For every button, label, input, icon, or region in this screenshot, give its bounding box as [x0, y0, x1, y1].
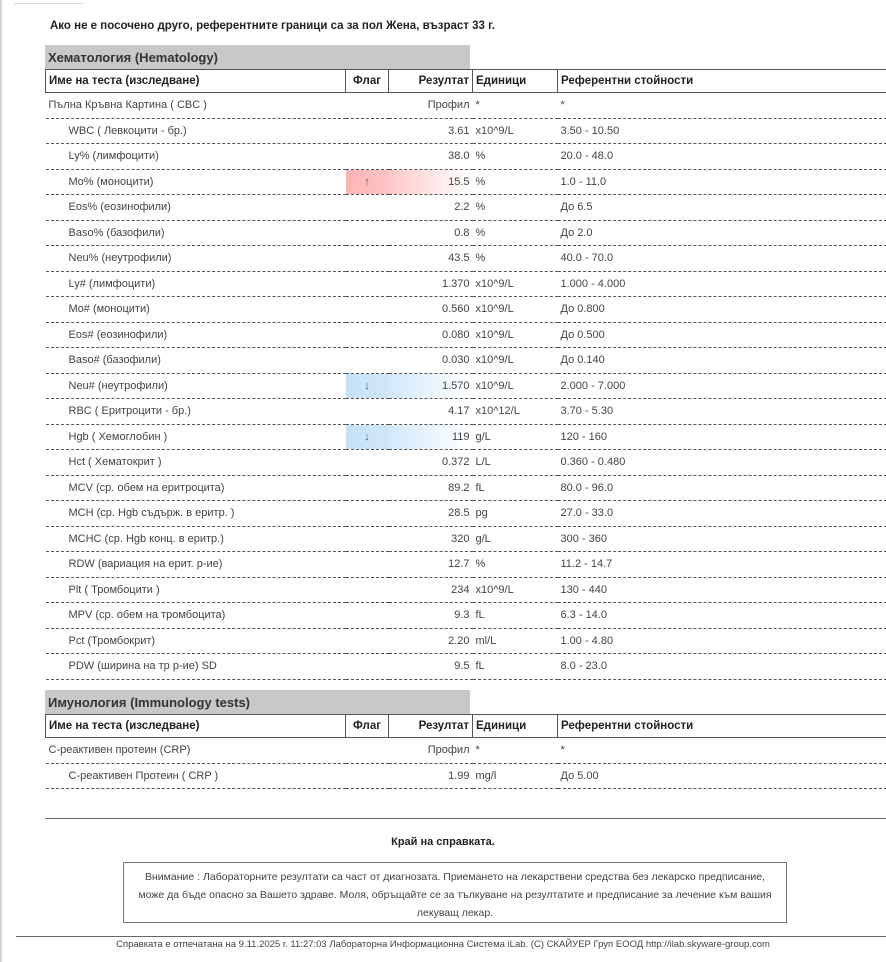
- result-value: 89.2: [389, 475, 473, 501]
- result-value: Профил: [389, 738, 473, 764]
- table-row: [46, 220, 886, 246]
- flag-cell: [346, 271, 389, 297]
- warning-notice: Внимание : Лабораторните резултати са част от диагнозата. Приемането на лекарствени средства без лекарско предписание, може да бъде опасно за Вашето здраве. Моля, обръщайте се за тълкуване на резултатите и предписание за лечение към вашия лекуващ лекар.: [123, 862, 787, 923]
- table-header-row: [46, 715, 886, 738]
- end-divider: [45, 818, 886, 819]
- units-value: x10^9/L: [473, 373, 558, 399]
- page-left-border: [0, 0, 2, 962]
- units-value: fL: [473, 475, 558, 501]
- result-value: 1.99: [389, 763, 473, 789]
- table-row: [46, 552, 886, 578]
- table-row: [46, 169, 886, 195]
- table-row: [46, 144, 886, 170]
- table-row: [46, 348, 886, 374]
- column-header-reference: Референтни стойности: [558, 715, 886, 738]
- results-table-hematology: [45, 69, 886, 680]
- section-title: Имунология (Immunology tests): [45, 690, 470, 714]
- test-name: Baso% (базофили): [46, 220, 346, 246]
- units-value: %: [473, 144, 558, 170]
- section-hematology: [45, 45, 886, 680]
- column-header-flag: Флаг: [346, 70, 389, 93]
- table-row: [46, 450, 886, 476]
- test-name: Neu# (неутрофили): [46, 373, 346, 399]
- result-value: 15.5: [389, 169, 473, 195]
- reference-range: 3.50 - 10.50: [558, 118, 886, 144]
- table-row: [46, 246, 886, 272]
- units-value: %: [473, 552, 558, 578]
- table-row: [46, 577, 886, 603]
- result-value: 0.372: [389, 450, 473, 476]
- reference-range: 300 - 360: [558, 526, 886, 552]
- column-header-result: Резултат: [389, 715, 473, 738]
- test-name: Plt ( Тромбоцити ): [46, 577, 346, 603]
- column-header-flag: Флаг: [346, 715, 389, 738]
- test-name: MPV (ср. обем на тромбоцита): [46, 603, 346, 629]
- test-name: WBC ( Левкоцити - бр.): [46, 118, 346, 144]
- flag-cell: [346, 246, 389, 272]
- table-row: [46, 475, 886, 501]
- table-row: [46, 118, 886, 144]
- print-footer: Справката е отпечатана на 9.11.2025 г. 11:27:03 Лабораторна Информационна Система iLab. (C) СКАЙУЕР Груп ЕООД http://ilab.skyware-group.com: [116, 939, 770, 950]
- column-header-units: Единици: [473, 70, 558, 93]
- test-name: Ly% (лимфоцити): [46, 144, 346, 170]
- flag-cell: [346, 603, 389, 629]
- table-row: [46, 603, 886, 629]
- units-value: *: [473, 93, 558, 119]
- reference-range: 27.0 - 33.0: [558, 501, 886, 527]
- column-header-name: Име на теста (изследване): [46, 70, 346, 93]
- test-name: RDW (вариация на ерит. р-ие): [46, 552, 346, 578]
- reference-range: До 6.5: [558, 195, 886, 221]
- flag-cell: [346, 475, 389, 501]
- reference-range: До 5.00: [558, 763, 886, 789]
- test-name: Hct ( Хематокрит ): [46, 450, 346, 476]
- flag-cell: [346, 526, 389, 552]
- test-name: Pct (Тромбокрит): [46, 628, 346, 654]
- units-value: %: [473, 246, 558, 272]
- units-value: g/L: [473, 526, 558, 552]
- reference-range: 20.0 - 48.0: [558, 144, 886, 170]
- units-value: x10^9/L: [473, 577, 558, 603]
- flag-cell: [346, 501, 389, 527]
- page-top-fragment: [14, 0, 84, 4]
- section-immunology: [45, 690, 886, 789]
- reference-range: До 0.800: [558, 297, 886, 323]
- reference-range: 3.70 - 5.30: [558, 399, 886, 425]
- flag-low-arrow-icon: ↓: [346, 424, 389, 450]
- results-table-immunology: [45, 714, 886, 789]
- result-value: 234: [389, 577, 473, 603]
- result-value: 3.61: [389, 118, 473, 144]
- test-name: Mo% (моноцити): [46, 169, 346, 195]
- flag-cell: [346, 738, 389, 764]
- flag-cell: [346, 628, 389, 654]
- units-value: %: [473, 220, 558, 246]
- reference-range: 1.00 - 4.80: [558, 628, 886, 654]
- table-row: [46, 271, 886, 297]
- flag-cell: [346, 399, 389, 425]
- reference-range: 120 - 160: [558, 424, 886, 450]
- flag-cell: [346, 322, 389, 348]
- flag-cell: [346, 93, 389, 119]
- reference-note: Ако не е посочено друго, референтните граници са за пол Жена, възраст 33 г.: [50, 20, 495, 32]
- result-value: 4.17: [389, 399, 473, 425]
- test-name: MCV (ср. обем на еритроцита): [46, 475, 346, 501]
- units-value: mg/l: [473, 763, 558, 789]
- units-value: x10^9/L: [473, 348, 558, 374]
- table-row: [46, 654, 886, 680]
- units-value: x10^9/L: [473, 271, 558, 297]
- result-value: 9.5: [389, 654, 473, 680]
- column-header-result: Резултат: [389, 70, 473, 93]
- test-name: RBC ( Еритроцити - бр.): [46, 399, 346, 425]
- reference-range: 8.0 - 23.0: [558, 654, 886, 680]
- test-name: Eos% (еозинофили): [46, 195, 346, 221]
- result-value: 0.030: [389, 348, 473, 374]
- test-name: Baso# (базофили): [46, 348, 346, 374]
- result-value: 1.370: [389, 271, 473, 297]
- test-name: Пълна Кръвна Картина ( CBC ): [46, 93, 346, 119]
- units-value: ml/L: [473, 628, 558, 654]
- units-value: pg: [473, 501, 558, 527]
- column-header-name: Име на теста (изследване): [46, 715, 346, 738]
- reference-range: 80.0 - 96.0: [558, 475, 886, 501]
- result-value: Профил: [389, 93, 473, 119]
- units-value: *: [473, 738, 558, 764]
- table-row: [46, 297, 886, 323]
- result-value: 43.5: [389, 246, 473, 272]
- column-header-reference: Референтни стойности: [558, 70, 886, 93]
- flag-cell: [346, 450, 389, 476]
- reference-range: 130 - 440: [558, 577, 886, 603]
- units-value: x10^9/L: [473, 322, 558, 348]
- result-value: 28.5: [389, 501, 473, 527]
- test-name: С-реактивен протеин (CRP): [46, 738, 346, 764]
- test-name: С-реактивен Протеин ( CRP ): [46, 763, 346, 789]
- table-row: [46, 526, 886, 552]
- test-name: MCH (ср. Hgb съдърж. в еритр. ): [46, 501, 346, 527]
- result-value: 2.20: [389, 628, 473, 654]
- test-name: Ly# (лимфоцити): [46, 271, 346, 297]
- flag-cell: [346, 654, 389, 680]
- flag-cell: [346, 118, 389, 144]
- flag-cell: [346, 763, 389, 789]
- reference-range: *: [558, 93, 886, 119]
- result-value: 119: [389, 424, 473, 450]
- reference-range: 6.3 - 14.0: [558, 603, 886, 629]
- table-row: [46, 628, 886, 654]
- test-name: Hgb ( Хемоглобин ): [46, 424, 346, 450]
- flag-low-arrow-icon: ↓: [346, 373, 389, 399]
- reference-range: *: [558, 738, 886, 764]
- units-value: %: [473, 169, 558, 195]
- result-value: 12.7: [389, 552, 473, 578]
- flag-cell: [346, 348, 389, 374]
- table-header-row: [46, 70, 886, 93]
- result-value: 2.2: [389, 195, 473, 221]
- table-row: [46, 322, 886, 348]
- units-value: L/L: [473, 450, 558, 476]
- table-row: [46, 738, 886, 764]
- reference-range: До 0.500: [558, 322, 886, 348]
- flag-cell: [346, 220, 389, 246]
- table-row: [46, 195, 886, 221]
- test-name: Eos# (еозинофили): [46, 322, 346, 348]
- reference-range: 1.000 - 4.000: [558, 271, 886, 297]
- flag-cell: [346, 577, 389, 603]
- table-row: [46, 763, 886, 789]
- section-title: Хематология (Hematology): [45, 45, 470, 69]
- result-value: 38.0: [389, 144, 473, 170]
- test-name: MCHC (ср. Hgb конц. в еритр.): [46, 526, 346, 552]
- flag-high-arrow-icon: ↑: [346, 169, 389, 195]
- reference-range: 0.360 - 0.480: [558, 450, 886, 476]
- table-row: [46, 93, 886, 119]
- table-row: [46, 373, 886, 399]
- reference-range: До 0.140: [558, 348, 886, 374]
- result-value: 0.080: [389, 322, 473, 348]
- units-value: fL: [473, 603, 558, 629]
- result-value: 1.570: [389, 373, 473, 399]
- flag-cell: [346, 552, 389, 578]
- flag-cell: [346, 144, 389, 170]
- reference-range: До 2.0: [558, 220, 886, 246]
- result-value: 0.560: [389, 297, 473, 323]
- end-of-report-label: Край на справката.: [391, 836, 495, 848]
- test-name: Mo# (моноцити): [46, 297, 346, 323]
- test-name: Neu% (неутрофили): [46, 246, 346, 272]
- reference-range: 11.2 - 14.7: [558, 552, 886, 578]
- test-name: PDW (ширина на тр р-ие) SD: [46, 654, 346, 680]
- table-row: [46, 424, 886, 450]
- reference-range: 1.0 - 11.0: [558, 169, 886, 195]
- reference-range: 2.000 - 7.000: [558, 373, 886, 399]
- table-row: [46, 501, 886, 527]
- footer-divider: [16, 936, 886, 937]
- units-value: g/L: [473, 424, 558, 450]
- units-value: %: [473, 195, 558, 221]
- units-value: x10^9/L: [473, 118, 558, 144]
- flag-cell: [346, 195, 389, 221]
- units-value: fL: [473, 654, 558, 680]
- reference-range: 40.0 - 70.0: [558, 246, 886, 272]
- column-header-units: Единици: [473, 715, 558, 738]
- units-value: x10^9/L: [473, 297, 558, 323]
- result-value: 320: [389, 526, 473, 552]
- units-value: x10^12/L: [473, 399, 558, 425]
- result-value: 9.3: [389, 603, 473, 629]
- flag-cell: [346, 297, 389, 323]
- result-value: 0.8: [389, 220, 473, 246]
- table-row: [46, 399, 886, 425]
